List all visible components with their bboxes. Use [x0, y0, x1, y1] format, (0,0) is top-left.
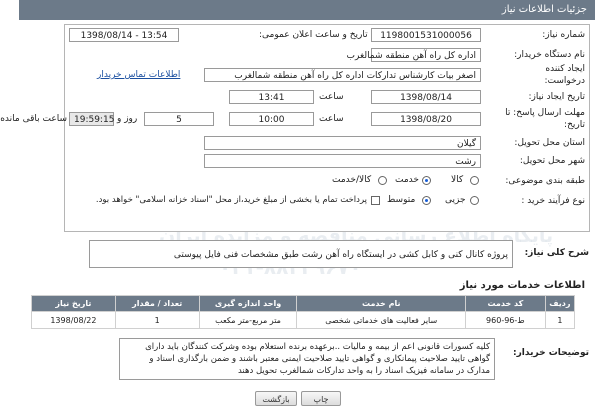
col-row: ردیف [545, 296, 574, 312]
category-radio-goods-service[interactable] [378, 176, 387, 185]
create-time-label: ساعت [319, 92, 344, 102]
purchase-radio-minor[interactable] [470, 196, 479, 205]
cell-service-name: سایر فعالیت های خدماتی شخصی [297, 312, 466, 329]
category-option-service: خدمت [395, 175, 419, 185]
notes-field [119, 338, 495, 380]
category-label: طبقه بندی موضوعی: [505, 176, 585, 186]
table-row [32, 312, 575, 329]
creator-label-1: ایجاد کننده [545, 64, 585, 74]
contact-buyer-link[interactable]: اطلاعات تماس خریدار [97, 70, 181, 80]
deadline-label-1: مهلت ارسال پاسخ: تا [505, 108, 585, 118]
buyer-field: اداره کل راه آهن منطقه شمالغرب [371, 48, 481, 62]
province-field: گیلان [204, 136, 481, 150]
buyer-label: نام دستگاه خریدار: [514, 50, 585, 60]
print-button[interactable]: چاپ [301, 391, 341, 406]
notes-line-2: گواهی تایید صلاحیت پیمانکاری و گواهی تایید صلاحیت ایمنی معتبر باشند و ضمن بارگذاری اسناد و [149, 354, 490, 364]
category-option-goods: کالا [451, 175, 464, 185]
notes-line-1: کلیه کسورات قانونی اعم از بیمه و مالیات ..برعهده برنده استعلام بوده وشرکت کنندگان باید دارای [145, 342, 490, 352]
day-and-label: روز و [117, 114, 138, 124]
page-header: جزئیات اطلاعات نیاز [19, 0, 595, 20]
creator-label-2: درخواست: [544, 76, 585, 86]
category-radio-service[interactable] [422, 176, 431, 185]
treasury-payment-text: پرداخت تمام یا بخشی از مبلغ خرید،از محل "اسناد خزانه اسلامی" خواهد بود. [95, 195, 367, 205]
province-label: استان محل تحویل: [514, 138, 585, 148]
deadline-time-label: ساعت [319, 114, 344, 124]
services-table [31, 295, 575, 329]
treasury-checkbox[interactable] [371, 196, 380, 205]
cell-service-code: ط-96-960 [466, 312, 546, 329]
announce-label: تاریخ و ساعت اعلان عمومی: [259, 30, 368, 40]
purchase-radio-medium[interactable] [422, 196, 431, 205]
col-unit: واحد اندازه گیری [199, 296, 297, 312]
deadline-label-2: تاریخ: [564, 120, 585, 130]
city-label: شهر محل تحویل: [519, 156, 585, 166]
purchase-option-medium: متوسط [387, 195, 416, 205]
notes-line-3: مدارک در سامانه فیزیک اسناد را به واحد تدارکات شمالغرب تحویل دهند [237, 366, 490, 376]
days-count-field: 5 [144, 112, 214, 126]
summary-label: شرح کلی نیاز: [524, 248, 589, 258]
category-radio-goods[interactable] [470, 176, 479, 185]
create-time-field: 13:41 [229, 90, 314, 104]
cell-need-date: 1398/08/22 [32, 312, 116, 329]
city-field: رشت [204, 154, 481, 168]
services-section-title: اطلاعات خدمات مورد نیاز [459, 280, 585, 291]
category-option-goods-service: کالا/خدمت [332, 175, 372, 185]
col-quantity: تعداد / مقدار [115, 296, 199, 312]
deadline-date-field: 1398/08/20 [371, 112, 481, 126]
back-button[interactable]: بازگشت [255, 391, 297, 406]
create-date-label: تاریخ ایجاد نیاز: [528, 92, 585, 102]
purchase-option-minor: جزیی [445, 195, 466, 205]
remaining-time-label: ساعت باقی مانده [0, 114, 67, 124]
col-service-code: کد خدمت [466, 296, 546, 312]
col-need-date: تاریخ نیاز [32, 296, 116, 312]
watermark-line1: پایگاه اطلاع رسانی مناقصه و مزایده ایران [159, 225, 554, 247]
services-header-row [32, 296, 575, 312]
announce-field: 1398/08/14 - 13:54 [69, 28, 179, 42]
need-number-field: 1198001531000056 [371, 28, 481, 42]
cell-quantity: 1 [115, 312, 199, 329]
create-date-field: 1398/08/14 [371, 90, 481, 104]
purchase-type-label: نوع فرآیند خرید : [521, 196, 585, 206]
deadline-time-field: 10:00 [229, 112, 314, 126]
cell-row: 1 [545, 312, 574, 329]
need-number-label: شماره نیاز: [542, 30, 585, 40]
summary-field: پروژه کانال کنی و کابل کشی در ایستگاه راه آهن رشت طبق مشخصات فنی فایل پیوستی [89, 240, 513, 268]
col-service-name: نام خدمت [297, 296, 466, 312]
creator-field: اصغر بیات کارشناس تدارکات اداره کل راه آهن منطقه شمالغرب [204, 68, 481, 82]
cell-unit: متر مربع-متر مکعب [199, 312, 297, 329]
notes-label: توضیحات خریدار: [513, 348, 589, 358]
remaining-time-field: 19:59:15 [69, 112, 114, 126]
